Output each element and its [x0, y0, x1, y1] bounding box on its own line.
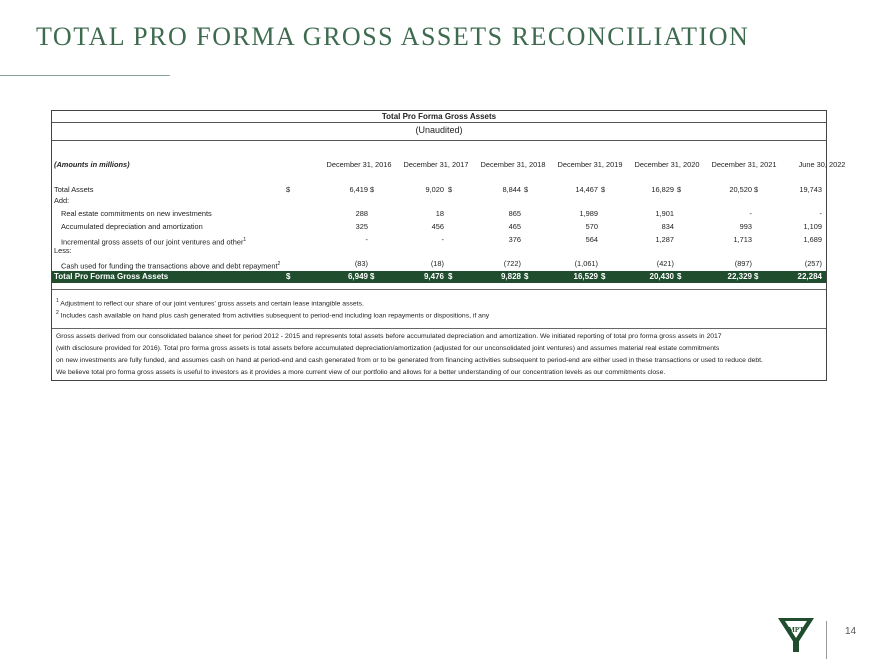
currency-symbol: $	[370, 272, 375, 281]
value-cell: 325	[355, 222, 368, 231]
column-header: December 31, 2016	[326, 160, 392, 169]
title-underline	[0, 75, 170, 76]
currency-symbol: $	[754, 185, 759, 194]
currency-symbol: $	[754, 272, 759, 281]
column-header: December 31, 2019	[557, 160, 623, 169]
footer-divider	[826, 621, 827, 659]
value-cell: 9,828	[500, 272, 521, 281]
footnote-1: $^1$ Adjustment to reflect our share of our joint ventures' gross assets and certain lease intangible assets.	[56, 298, 364, 308]
value-cell: 1,901	[655, 209, 674, 218]
currency-symbol: $	[677, 185, 682, 194]
value-cell: 288	[355, 209, 368, 218]
value-cell: 865	[508, 209, 521, 218]
total-assets-label: Total Assets	[54, 185, 94, 194]
column-header: December 31, 2017	[403, 160, 469, 169]
header-divider	[52, 140, 826, 141]
add-row-label: Accumulated depreciation and amortization	[61, 222, 203, 231]
value-cell: 20,430	[649, 272, 674, 281]
value-cell: 9,020	[425, 185, 444, 194]
table-title: Total Pro Forma Gross Assets	[52, 111, 826, 123]
svg-text:MPT: MPT	[788, 626, 804, 634]
less-label: Less:	[54, 246, 72, 255]
value-cell: 6,949	[347, 272, 368, 281]
currency-symbol: $	[286, 185, 291, 194]
value-cell: 465	[508, 222, 521, 231]
notes-paragraph-line: (with disclosure provided for 2016). Total pro forma gross assets is total assets before accumulated depreciation/amortization (adjusted for our unconsolidated joint ventures) and assumes material real estate commitments	[56, 345, 720, 352]
value-cell: (722)	[503, 259, 521, 268]
currency-symbol: $	[448, 272, 453, 281]
value-cell: 22,284	[797, 272, 822, 281]
value-cell: 20,520	[729, 185, 752, 194]
add-row-label: Incremental gross assets of our joint ventures and other$^1$	[61, 237, 247, 247]
paragraph-divider	[52, 328, 826, 329]
add-label: Add:	[54, 196, 70, 205]
value-cell: (18)	[430, 259, 444, 268]
value-cell: (897)	[734, 259, 752, 268]
value-cell: (257)	[804, 259, 822, 268]
currency-symbol: $	[677, 272, 682, 281]
less-row-label: Cash used for funding the transactions above and debt repayment$^2$	[61, 261, 281, 271]
value-cell: -	[749, 209, 752, 218]
column-header: December 31, 2020	[634, 160, 700, 169]
table-subtitle: (Unaudited)	[415, 125, 463, 135]
value-cell: 1,689	[803, 235, 822, 244]
value-cell: -	[365, 235, 368, 244]
value-cell: 16,829	[651, 185, 674, 194]
add-row-label: Real estate commitments on new investments	[61, 209, 212, 218]
value-cell: 570	[585, 222, 598, 231]
total-row-label: Total Pro Forma Gross Assets	[54, 272, 169, 281]
currency-symbol: $	[601, 185, 606, 194]
page-number: 14	[845, 626, 857, 637]
value-cell: 564	[585, 235, 598, 244]
value-cell: 376	[508, 235, 521, 244]
value-cell: (421)	[656, 259, 674, 268]
currency-symbol: $	[370, 185, 375, 194]
value-cell: 1,109	[803, 222, 822, 231]
value-cell: 16,529	[573, 272, 598, 281]
value-cell: -	[441, 235, 444, 244]
value-cell: 18	[435, 209, 444, 218]
units-label: (Amounts in millions)	[54, 160, 130, 169]
column-header: June 30, 2022	[798, 160, 846, 169]
value-cell: 14,467	[575, 185, 598, 194]
total-row	[52, 271, 826, 283]
value-cell: (83)	[354, 259, 368, 268]
footnote-divider	[52, 289, 826, 290]
reconciliation-table	[51, 110, 846, 381]
value-cell: 1,713	[733, 235, 752, 244]
value-cell: 22,329	[727, 272, 752, 281]
value-cell: 834	[661, 222, 674, 231]
currency-symbol: $	[524, 272, 529, 281]
notes-paragraph-line: We believe total pro forma gross assets is useful to investors as it provides a more current view of our portfolio and allows for a better understanding of our concentration levels as our commitments close.	[56, 369, 666, 376]
value-cell: 456	[431, 222, 444, 231]
value-cell: -	[819, 209, 822, 218]
value-cell: 6,419	[349, 185, 368, 194]
value-cell: 1,287	[655, 235, 674, 244]
value-cell: 8,844	[502, 185, 521, 194]
value-cell: 1,989	[579, 209, 598, 218]
currency-symbol: $	[601, 272, 606, 281]
currency-symbol: $	[286, 272, 291, 281]
value-cell: (1,061)	[574, 259, 598, 268]
value-cell: 9,476	[423, 272, 444, 281]
currency-symbol: $	[448, 185, 453, 194]
mpt-logo-icon	[776, 616, 816, 654]
notes-paragraph-line: on new investments are fully funded, and assumes cash on hand at period-end and cash generated from or to be generated from financing activities subsequent to period-end are either used in these transactions or used to reduce debt.	[56, 357, 763, 364]
value-cell: 993	[739, 222, 752, 231]
notes-paragraph-line: Gross assets derived from our consolidated balance sheet for period 2012 - 2015 and represents total assets before accumulated depreciation and amortization. We initiated reporting of total pro forma gross assets in 2017	[56, 333, 722, 340]
page-title: TOTAL PRO FORMA GROSS ASSETS RECONCILIATION	[36, 22, 750, 51]
currency-symbol: $	[524, 185, 529, 194]
column-header: December 31, 2021	[711, 160, 777, 169]
column-header: December 31, 2018	[480, 160, 546, 169]
value-cell: 19,743	[799, 185, 822, 194]
footnote-2: $^2$ Includes cash available on hand plus cash generated from activities subsequent to period-end including loan repayments or dispositions, if any	[56, 310, 490, 320]
